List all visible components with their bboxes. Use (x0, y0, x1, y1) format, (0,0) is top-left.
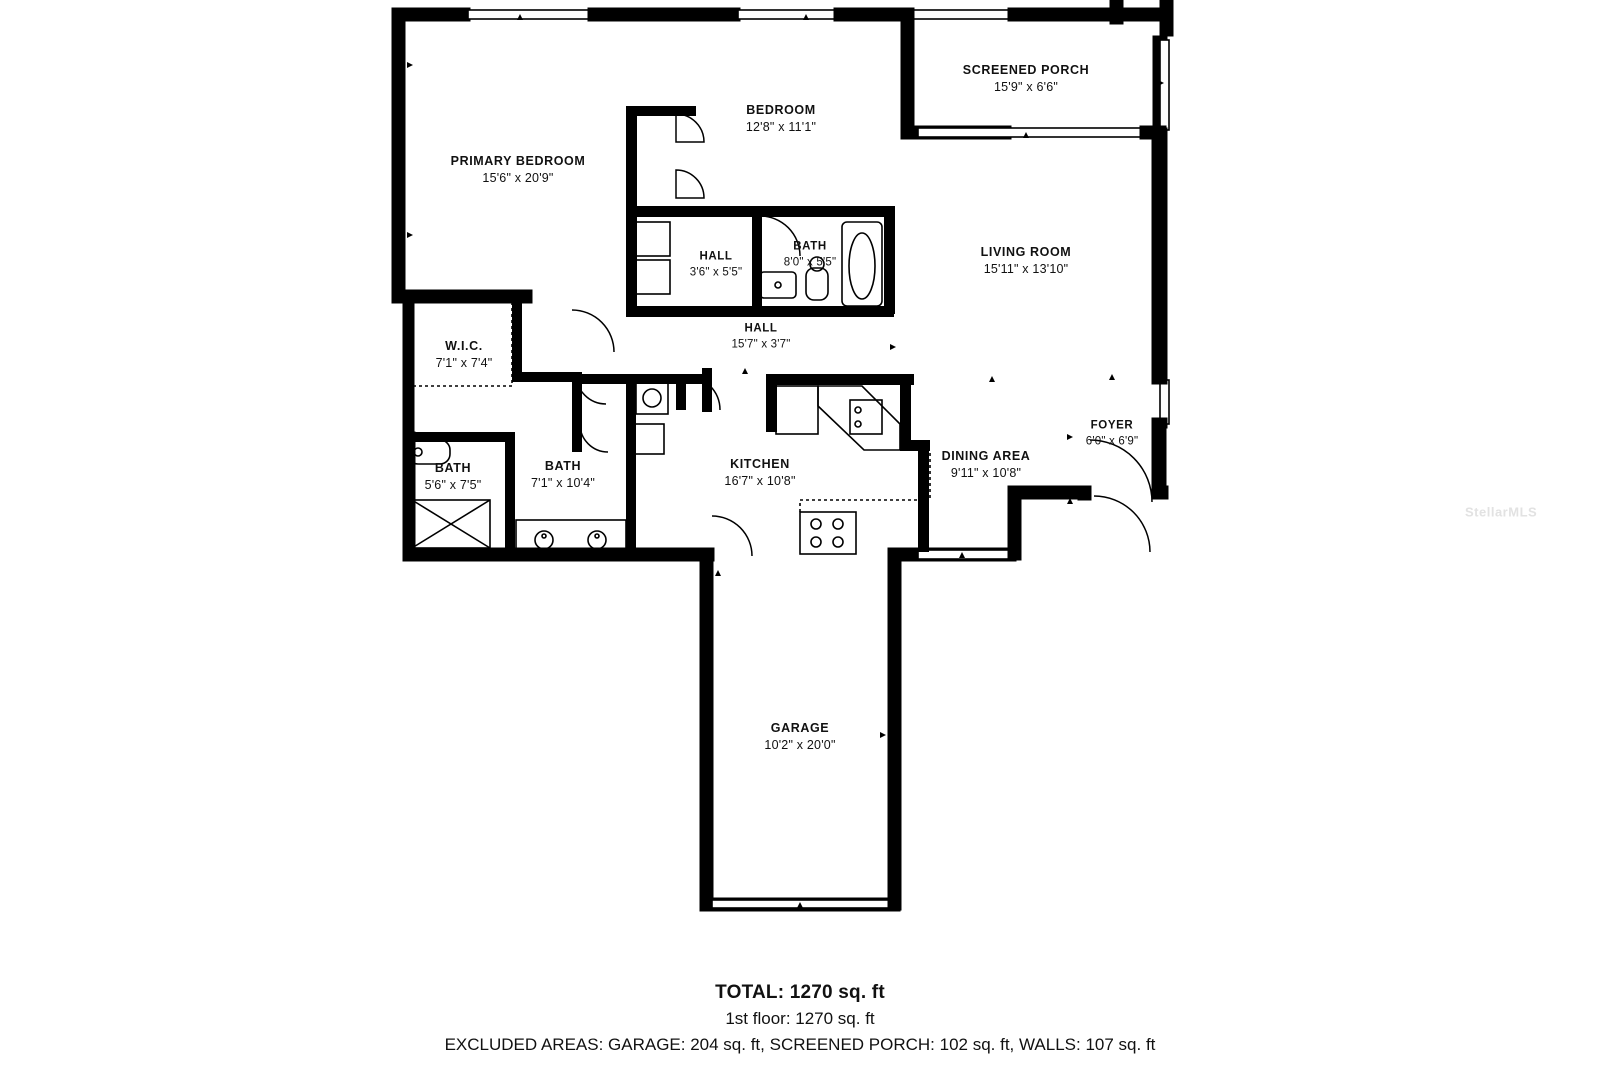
watermark: StellarMLS (1465, 504, 1538, 520)
room-name: SCREENED PORCH (962, 63, 1090, 78)
room-dimensions: 3'6" x 5'5" (689, 266, 743, 278)
room-dimensions: 8'0" x 5'5" (783, 256, 837, 268)
room-dimensions: 10'2" x 20'0" (764, 738, 836, 752)
area-summary (250, 980, 1350, 1057)
room-name: W.I.C. (445, 339, 483, 354)
first-floor-area: 1st floor: 1270 sq. ft (725, 1008, 875, 1028)
room-dimensions: 15'11" x 13'10" (983, 262, 1069, 276)
room-dimensions: 12'8" x 11'1" (745, 120, 817, 134)
room-name: BATH (434, 461, 472, 476)
room-name: BEDROOM (746, 103, 816, 118)
room-name: LIVING ROOM (980, 245, 1072, 260)
room-name: PRIMARY BEDROOM (450, 154, 586, 169)
room-dimensions: 5'6" x 7'5" (424, 478, 482, 492)
room-name: DINING AREA (941, 449, 1031, 464)
room-name: HALL (744, 322, 778, 335)
room-dimensions: 7'1" x 10'4" (530, 476, 596, 490)
room-name: GARAGE (770, 721, 830, 736)
room-name: FOYER (1090, 419, 1134, 432)
room-dimensions: 15'7" x 3'7" (731, 338, 791, 350)
room-name: KITCHEN (730, 457, 790, 472)
room-name: BATH (793, 240, 827, 253)
total-area: TOTAL: 1270 sq. ft (715, 982, 885, 1003)
room-name: BATH (544, 459, 582, 474)
room-dimensions: 15'6" x 20'9" (482, 171, 554, 185)
room-dimensions: 6'0" x 6'9" (1085, 435, 1139, 447)
excluded-areas: EXCLUDED AREAS: GARAGE: 204 sq. ft, SCREENED PORCH: 102 sq. ft, WALLS: 107 sq. ft (444, 1034, 1156, 1054)
room-name: HALL (699, 250, 733, 263)
room-dimensions: 7'1" x 7'4" (435, 356, 493, 370)
room-dimensions: 16'7" x 10'8" (724, 474, 796, 488)
room-dimensions: 9'11" x 10'8" (950, 466, 1022, 480)
room-dimensions: 15'9" x 6'6" (993, 80, 1059, 94)
